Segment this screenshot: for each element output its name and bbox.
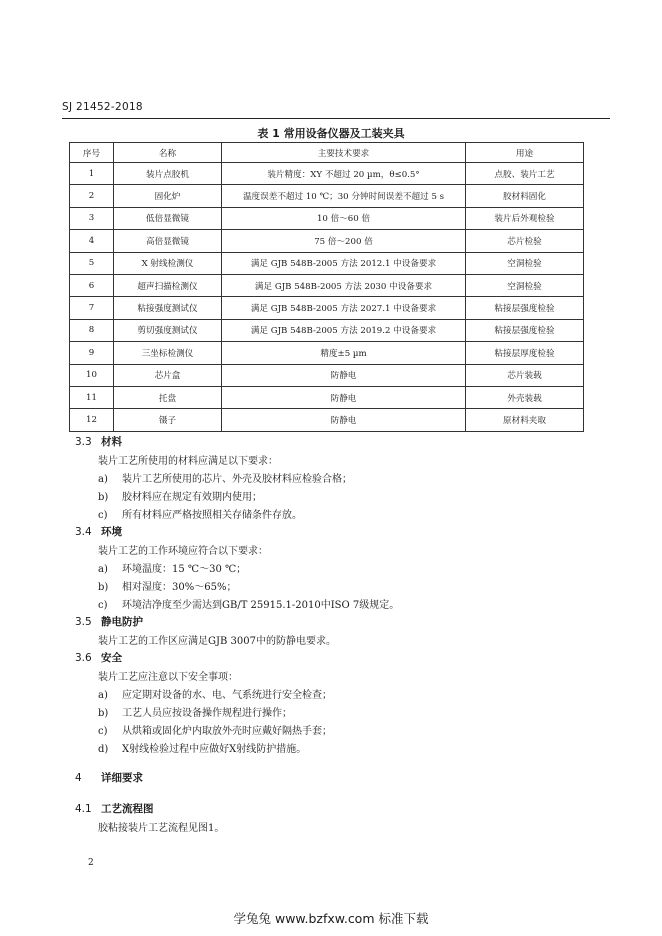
table-cell: 镊子 <box>114 409 222 431</box>
col-header: 主要技术要求 <box>222 143 466 163</box>
table-cell: 粘接层厚度检验 <box>466 342 584 364</box>
col-header: 序号 <box>70 143 114 163</box>
list-item: a) 应定期对设备的水、电、气系统进行安全检查； <box>98 690 332 701</box>
table-cell: 防静电 <box>222 386 466 408</box>
section-3-6-intro: 装片工艺应注意以下安全事项： <box>98 672 238 683</box>
table-cell: 原材料夹取 <box>466 409 584 431</box>
table-row <box>70 185 584 207</box>
section-3-5-heading <box>75 614 143 629</box>
table-cell: 点胶、装片工艺 <box>466 163 584 185</box>
table-cell: 芯片装载 <box>466 364 584 386</box>
table-header-row <box>70 143 584 163</box>
table-row <box>70 386 584 408</box>
table-row <box>70 274 584 296</box>
list-item: a) 装片工艺所使用的芯片、外壳及胶材料应检验合格； <box>98 474 352 485</box>
list-item: c) 环境洁净度至少需达到GB/T 25915.1-2010中ISO 7级规定。 <box>98 600 400 611</box>
section-4-heading <box>75 770 143 785</box>
table-cell: 超声扫描检测仪 <box>114 274 222 296</box>
table-cell: 三坐标检测仪 <box>114 342 222 364</box>
section-number: 3.4 <box>75 526 92 538</box>
table-cell: 满足 GJB 548B-2005 方法 2019.2 中设备要求 <box>222 319 466 341</box>
table-cell: 2 <box>70 185 114 207</box>
table-cell: 温度误差不超过 10 ℃；30 分钟时间误差不超过 5 s <box>222 185 466 207</box>
table-cell: 12 <box>70 409 114 431</box>
section-title: 材料 <box>101 436 122 448</box>
table-cell: 粘接强度测试仪 <box>114 297 222 319</box>
table-cell: 11 <box>70 386 114 408</box>
list-item: c) 从烘箱或固化炉内取放外壳时应戴好隔热手套； <box>98 726 332 737</box>
section-4-1-intro: 胶粘接装片工艺流程见图1。 <box>98 823 225 834</box>
table-cell: 8 <box>70 319 114 341</box>
table-cell: 固化炉 <box>114 185 222 207</box>
section-4-1-heading <box>75 801 154 816</box>
section-number: 3.3 <box>75 436 92 448</box>
table-cell: 防静电 <box>222 409 466 431</box>
table-cell: 满足 GJB 548B-2005 方法 2030 中设备要求 <box>222 274 466 296</box>
table-cell: 满足 GJB 548B-2005 方法 2027.1 中设备要求 <box>222 297 466 319</box>
table-cell: 空洞检验 <box>466 252 584 274</box>
list-item: b) 工艺人员应按设备操作规程进行操作； <box>98 708 292 719</box>
table-cell: 防静电 <box>222 364 466 386</box>
table-cell: 芯片盒 <box>114 364 222 386</box>
table-cell: 外壳装载 <box>466 386 584 408</box>
table-cell: 装片后外观检验 <box>466 207 584 229</box>
equipment-table <box>69 142 584 432</box>
table-cell: 粘接层强度检验 <box>466 297 584 319</box>
table-row <box>70 163 584 185</box>
table-cell: 精度±5 µm <box>222 342 466 364</box>
section-number: 4 <box>75 772 82 784</box>
section-title: 安全 <box>101 652 122 664</box>
table-caption: 表 1 常用设备仪器及工装夹具 <box>257 127 405 140</box>
table-cell: 10 <box>70 364 114 386</box>
section-number: 4.1 <box>75 803 92 815</box>
table-cell: 10 倍～60 倍 <box>222 207 466 229</box>
table-cell: 满足 GJB 548B-2005 方法 2012.1 中设备要求 <box>222 252 466 274</box>
list-item: d) X射线检验过程中应做好X射线防护措施。 <box>98 744 307 755</box>
list-item: b) 胶材料应在规定有效期内使用； <box>98 492 262 503</box>
table-cell: 胶材料固化 <box>466 185 584 207</box>
table-cell: 75 倍～200 倍 <box>222 230 466 252</box>
table-cell: 4 <box>70 230 114 252</box>
table-row <box>70 207 584 229</box>
section-3-4-intro: 装片工艺的工作环境应符合以下要求： <box>98 546 268 557</box>
page-number: 2 <box>88 858 94 868</box>
list-item: a) 环境温度：15 ℃～30 ℃； <box>98 564 247 575</box>
col-header: 用途 <box>466 143 584 163</box>
list-item: c) 所有材料应严格按照相关存储条件存放。 <box>98 510 302 521</box>
table-row <box>70 364 584 386</box>
section-3-4-heading <box>75 524 122 539</box>
section-title: 详细要求 <box>101 772 143 784</box>
table-cell: 9 <box>70 342 114 364</box>
section-title: 静电防护 <box>101 616 143 628</box>
section-title: 环境 <box>101 526 122 538</box>
table-row <box>70 342 584 364</box>
table-cell: 芯片检验 <box>466 230 584 252</box>
watermark-footer: 学兔兔 www.bzfxw.com 标准下载 <box>233 911 429 926</box>
table-cell: 6 <box>70 274 114 296</box>
section-3-5-intro: 装片工艺的工作区应满足GJB 3007中的防静电要求。 <box>98 636 336 647</box>
section-3-6-heading <box>75 650 122 665</box>
table-row <box>70 230 584 252</box>
table-cell: 装片点胶机 <box>114 163 222 185</box>
table-row <box>70 297 584 319</box>
section-3-3-heading <box>75 434 122 449</box>
section-title: 工艺流程图 <box>101 803 154 815</box>
table-row <box>70 252 584 274</box>
section-number: 3.6 <box>75 652 92 664</box>
table-cell: 托盘 <box>114 386 222 408</box>
standard-code: SJ 21452-2018 <box>62 101 143 113</box>
section-3-3-intro: 装片工艺所使用的材料应满足以下要求： <box>98 456 278 467</box>
table-cell: 空洞检验 <box>466 274 584 296</box>
table-cell: 1 <box>70 163 114 185</box>
table-cell: 低倍显微镜 <box>114 207 222 229</box>
table-cell: X 射线检测仪 <box>114 252 222 274</box>
table-cell: 高倍显微镜 <box>114 230 222 252</box>
table-cell: 剪切强度测试仪 <box>114 319 222 341</box>
section-number: 3.5 <box>75 616 92 628</box>
table-cell: 粘接层强度检验 <box>466 319 584 341</box>
table-row <box>70 319 584 341</box>
header-rule <box>62 118 610 119</box>
list-item: b) 相对湿度：30%～65%； <box>98 582 237 593</box>
table-row <box>70 409 584 431</box>
table-cell: 7 <box>70 297 114 319</box>
table-cell: 5 <box>70 252 114 274</box>
table-cell: 3 <box>70 207 114 229</box>
table-cell: 装片精度：XY 不超过 20 µm，θ≤0.5° <box>222 163 466 185</box>
col-header: 名称 <box>114 143 222 163</box>
